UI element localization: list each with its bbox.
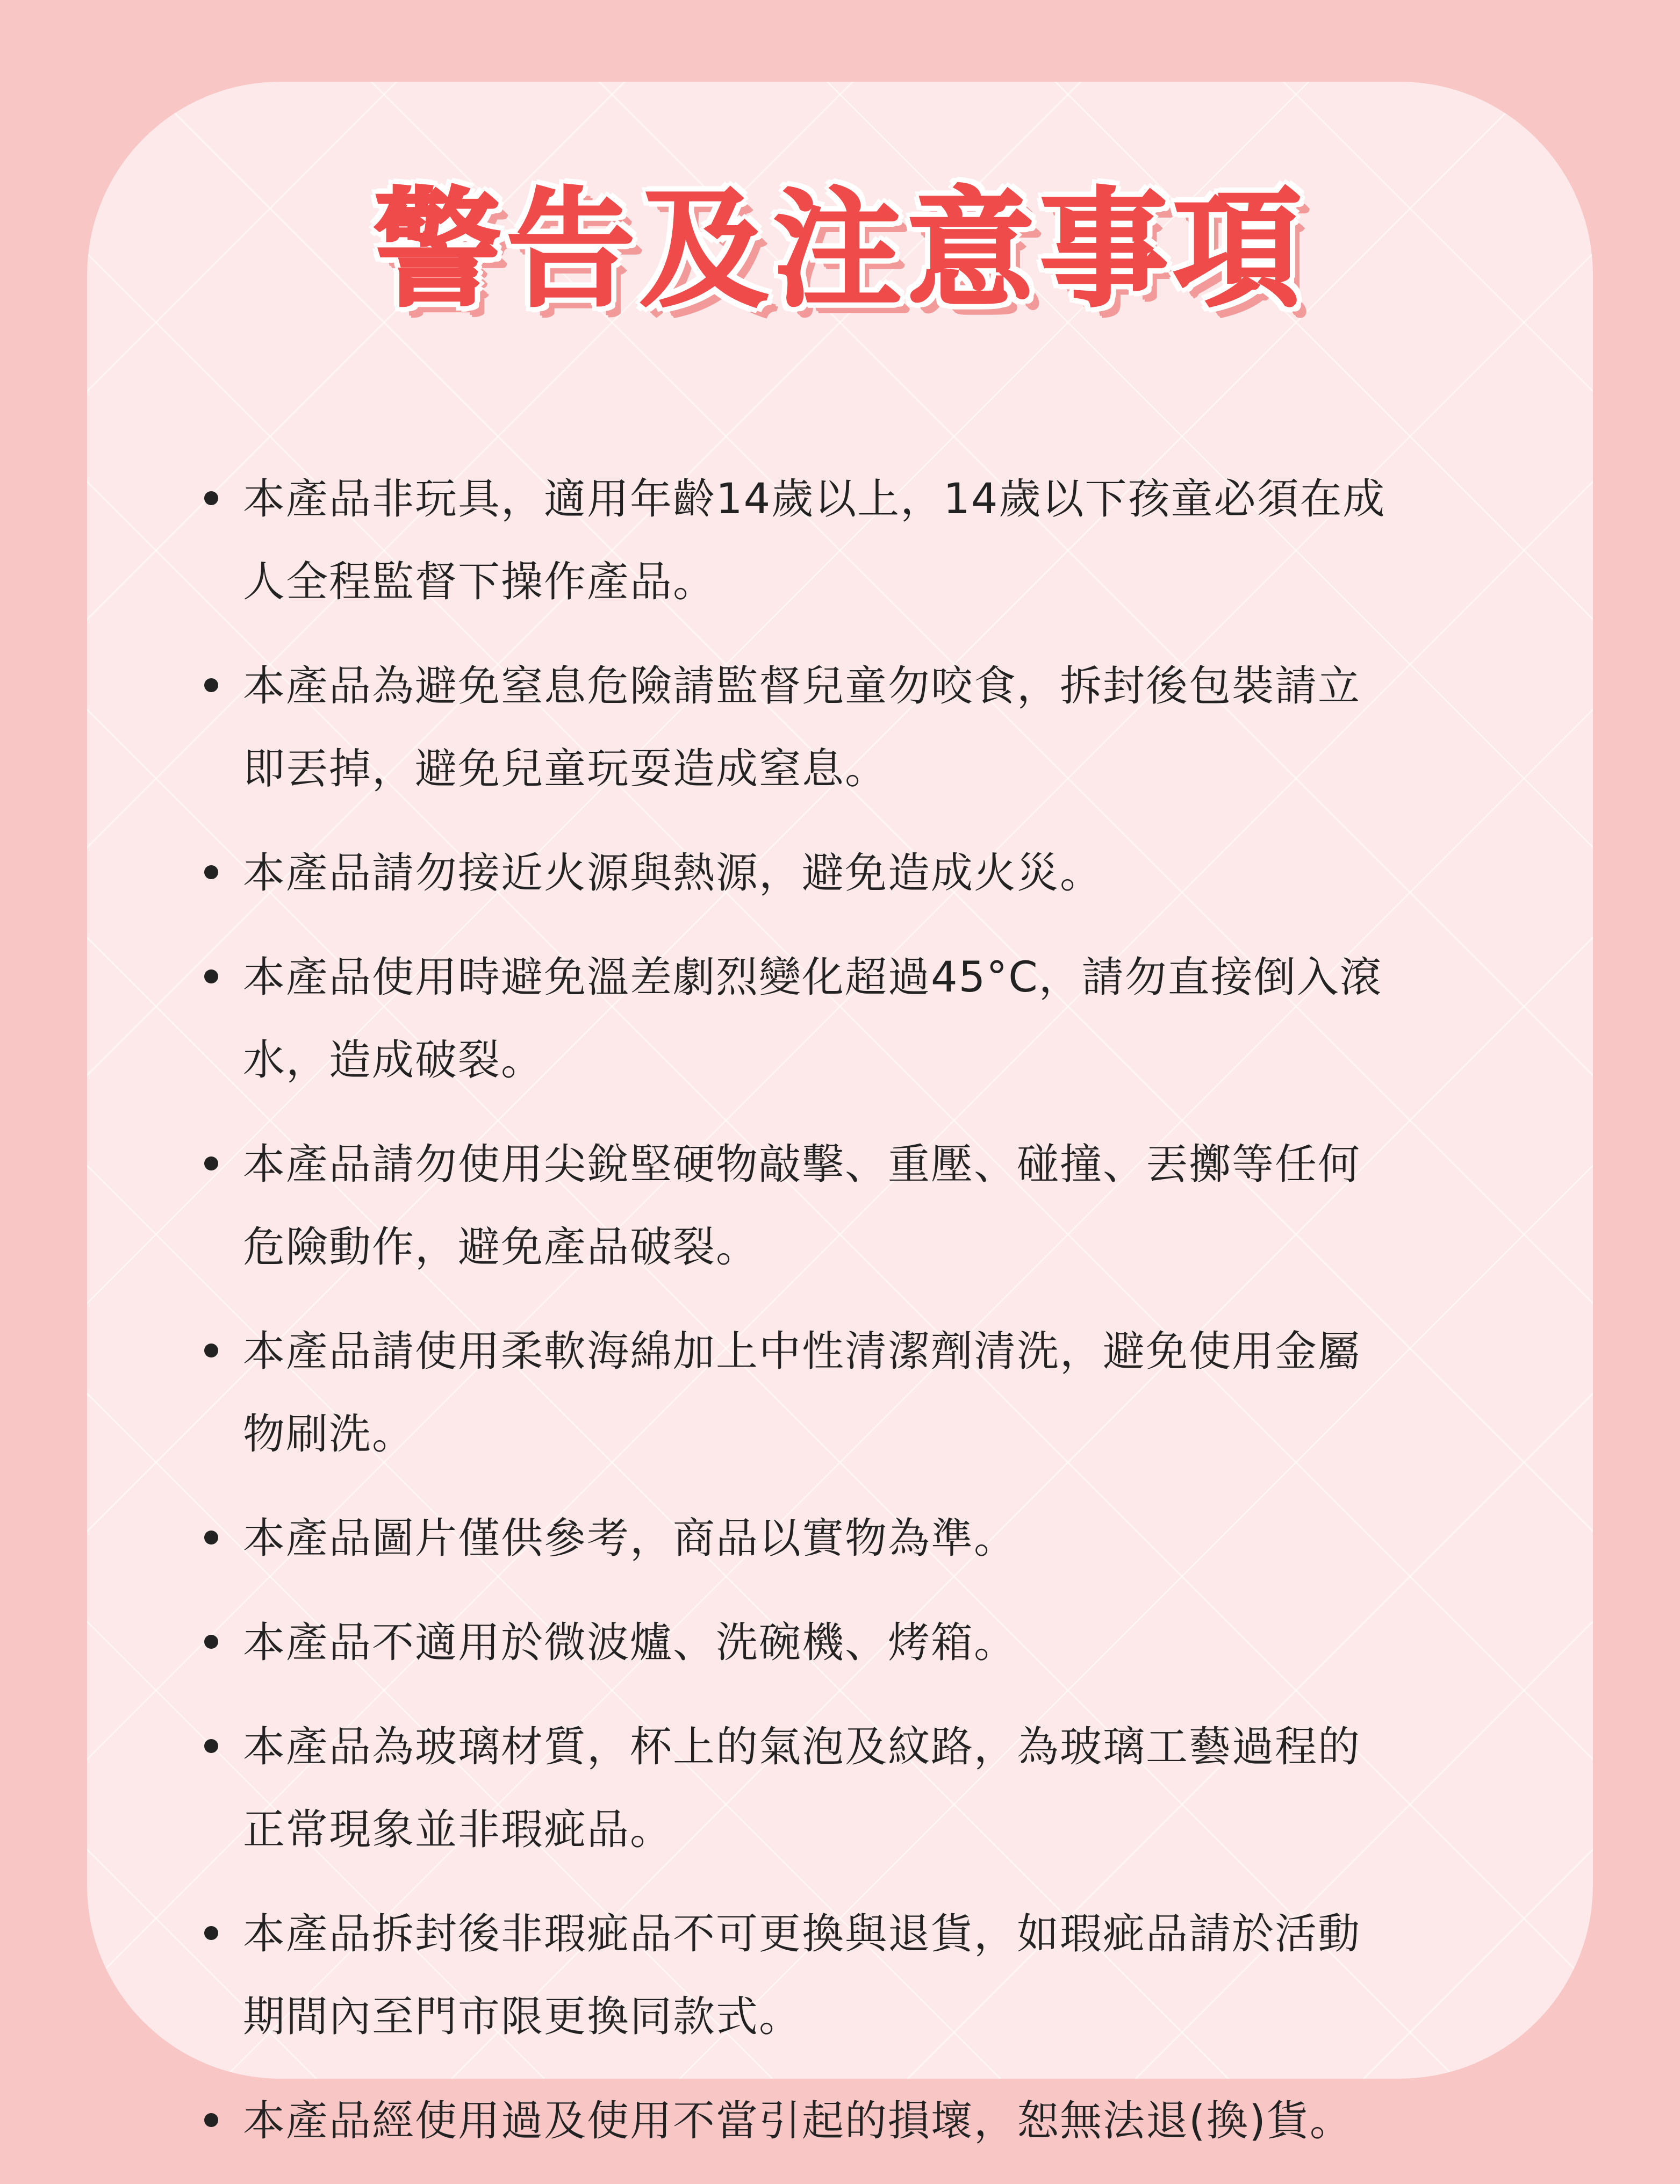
list-item-text: 本產品為玻璃材質，杯上的氣泡及紋路，為玻璃工藝過程的 正常現象並非瑕疵品。 <box>243 1723 1361 1854</box>
bullet-icon <box>204 2113 218 2127</box>
bullet-icon <box>204 1531 218 1544</box>
list-item <box>199 1601 1489 1684</box>
list-item <box>199 2080 1489 2163</box>
bullet-icon <box>204 865 218 879</box>
notice-card <box>87 82 1593 2145</box>
bullet-icon <box>204 1635 218 1649</box>
list-item <box>199 1497 1489 1580</box>
list-item-text: 本產品請勿使用尖銳堅硬物敲擊、重壓、碰撞、丟擲等任何 危險動作，避免產品破裂。 <box>243 1140 1361 1271</box>
warning-list <box>199 458 1489 2184</box>
bullet-icon <box>204 1156 218 1170</box>
list-item <box>199 645 1489 810</box>
list-item-text: 本產品為避免窒息危險請監督兒童勿咬食，拆封後包裝請立 即丟掉，避免兒童玩耍造成窒息。 <box>243 662 1361 793</box>
list-item-text: 本產品請使用柔軟海綿加上中性清潔劑清洗，避免使用金屬 物刷洗。 <box>243 1327 1361 1459</box>
page-title: 警告及注意事項 <box>374 176 1306 325</box>
list-item <box>199 832 1489 915</box>
list-item-text: 本產品請勿接近火源與熱源，避免造成火災。 <box>243 849 1103 897</box>
list-item-text: 本產品不適用於微波爐、洗碗機、烤箱。 <box>243 1619 1017 1667</box>
list-item-text: 本產品圖片僅供參考，商品以實物為準。 <box>243 1514 1017 1563</box>
list-item <box>199 1706 1489 1871</box>
bullet-icon <box>204 1344 218 1357</box>
list-item <box>199 1893 1489 2058</box>
list-item-text: 本產品經使用過及使用不當引起的損壞，恕無法退(換)貨。 <box>243 2097 1353 2145</box>
list-item-text: 本產品拆封後非瑕疵品不可更換與退貨，如瑕疵品請於活動 期間內至門市限更換同款式。 <box>243 1910 1361 2041</box>
list-item <box>199 936 1489 1102</box>
list-item <box>199 1123 1489 1289</box>
list-item <box>199 1310 1489 1476</box>
bullet-icon <box>204 1739 218 1753</box>
bullet-icon <box>204 969 218 983</box>
bullet-icon <box>204 678 218 692</box>
bullet-icon <box>204 1926 218 1940</box>
list-item-text: 本產品使用時避免溫差劇烈變化超過45°C，請勿直接倒入滾 水，造成破裂。 <box>243 953 1383 1084</box>
list-item-text: 本產品非玩具，適用年齡14歲以上，14歲以下孩童必須在成 人全程監督下操作產品。 <box>243 475 1386 606</box>
bullet-icon <box>204 491 218 505</box>
list-item <box>199 458 1489 623</box>
